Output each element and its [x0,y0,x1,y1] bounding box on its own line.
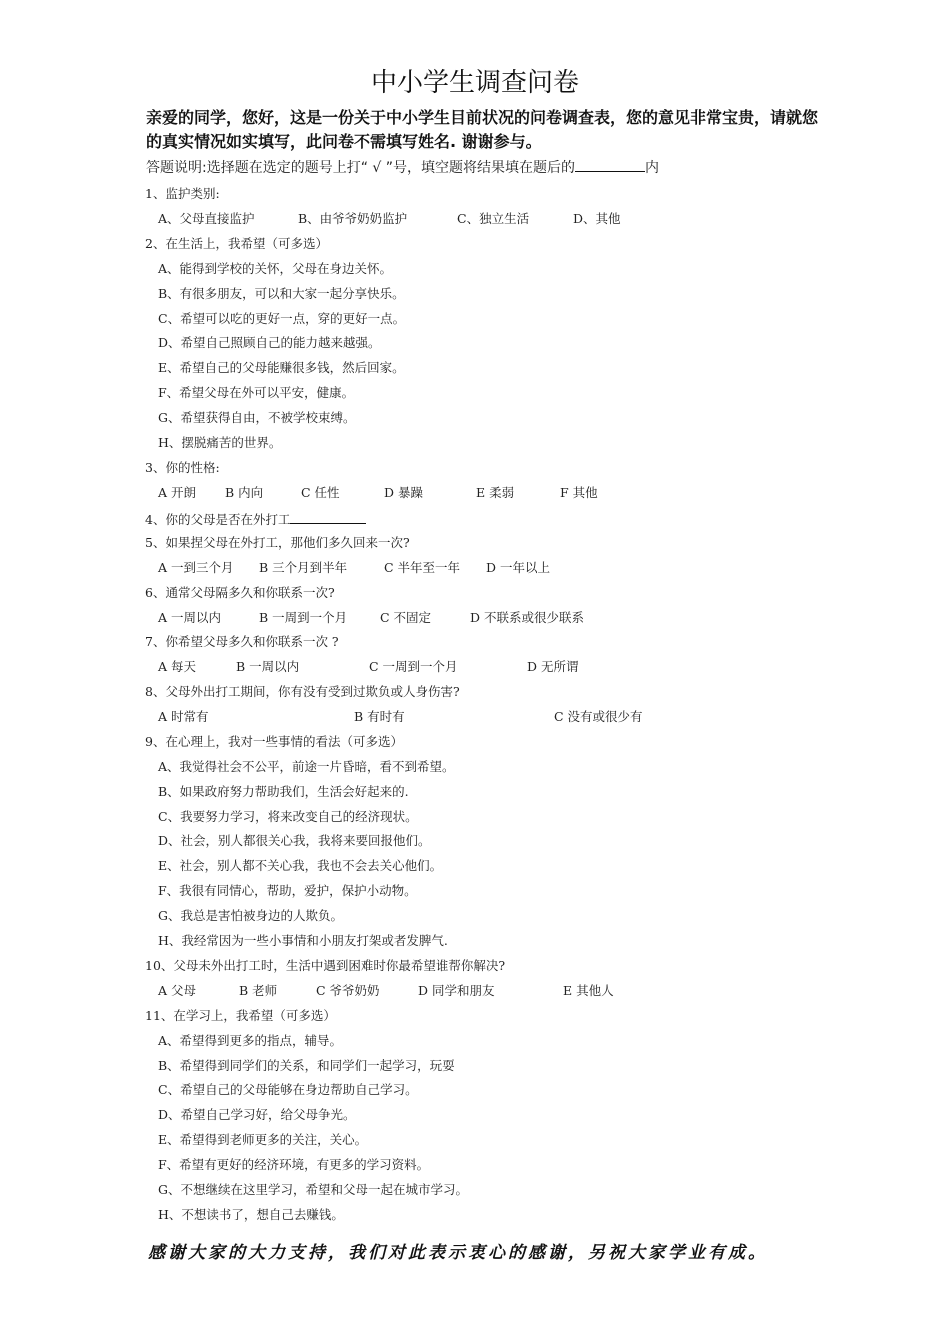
question-3-stem: 3、你的性格: [145,460,220,475]
q1-option-c[interactable]: C、独立生活 [457,211,530,226]
q11-option-f[interactable]: F、希望有更好的经济环境，有更多的学习资料。 [158,1157,430,1172]
q1-option-a[interactable]: A、父母直接监护 [158,211,255,226]
q3-option-b[interactable]: B 内向 [225,485,264,500]
q3-option-f[interactable]: F 其他 [560,485,598,500]
q10-option-e[interactable]: E 其他人 [563,983,614,998]
instructions-suffix: 内 [645,160,660,176]
q2-option-h[interactable]: H、摆脱痛苦的世界。 [158,435,282,450]
q6-option-d[interactable]: D 不联系或很少联系 [470,610,584,625]
q2-option-a[interactable]: A、能得到学校的关怀，父母在身边关怀。 [158,261,393,276]
q11-option-a[interactable]: A、希望得到更多的指点，辅导。 [158,1033,343,1048]
q2-option-c[interactable]: C、希望可以吃的更好一点，穿的更好一点。 [158,311,406,326]
q1-option-b[interactable]: B、由爷爷奶奶监护 [298,211,408,226]
q9-option-h[interactable]: H、我经常因为一些小事情和小朋友打架或者发脾气. [158,933,448,948]
q11-option-d[interactable]: D、希望自己学习好，给父母争光。 [158,1107,356,1122]
q11-option-c[interactable]: C、希望自己的父母能够在身边帮助自己学习。 [158,1082,418,1097]
question-10-options [158,981,878,999]
q9-option-d[interactable]: D、社会，别人都很关心我，我将来要回报他们。 [158,833,431,848]
q9-option-b[interactable]: B、如果政府努力帮助我们，生活会好起来的. [158,784,409,799]
question-6-options [158,608,878,626]
q3-option-a[interactable]: A 开朗 [158,485,197,500]
question-5-options [158,558,878,576]
q2-option-e[interactable]: E、希望自己的父母能赚很多钱，然后回家。 [158,360,405,375]
question-10-stem: 10、父母未外出打工时，生活中遇到困难时你最希望谁帮你解决? [145,958,506,973]
question-3-options [158,483,878,501]
q10-option-a[interactable]: A 父母 [158,983,197,998]
question-4 [145,510,366,528]
q11-option-g[interactable]: G、不想继续在这里学习，希望和父母一起在城市学习。 [158,1182,468,1197]
question-1-options [158,209,878,227]
fill-blank-sample [575,157,645,172]
q7-option-d[interactable]: D 无所谓 [527,659,579,674]
instructions-text: 答题说明:选择题在选定的题号上打“ √ ”号，填空题将结果填在题后的 [146,160,576,176]
page-title: 中小学生调查问卷 [370,68,579,98]
q11-option-b[interactable]: B、希望得到同学们的关系，和同学们一起学习，玩耍 [158,1058,455,1073]
question-7-options [158,657,878,675]
answer-instructions [146,157,659,177]
q10-option-b[interactable]: B 老师 [239,983,278,998]
question-1-stem: 1、监护类别: [145,186,220,201]
q6-option-a[interactable]: A 一周以内 [158,610,222,625]
question-2-stem: 2、在生活上，我希望（可多选） [145,236,328,251]
q2-option-g[interactable]: G、希望获得自由，不被学校束缚。 [158,410,356,425]
q5-option-c[interactable]: C 半年至一年 [384,560,461,575]
q7-option-b[interactable]: B 一周以内 [236,659,300,674]
q6-option-c[interactable]: C 不固定 [380,610,432,625]
q11-option-h[interactable]: H、不想读书了，想自己去赚钱。 [158,1207,344,1222]
q2-option-f[interactable]: F、希望父母在外可以平安，健康。 [158,385,355,400]
q9-option-f[interactable]: F、我很有同情心，帮助，爱护，保护小动物。 [158,883,417,898]
q2-option-d[interactable]: D、希望自己照顾自己的能力越来越强。 [158,335,381,350]
q10-option-d[interactable]: D 同学和朋友 [418,983,495,998]
q5-option-d[interactable]: D 一年以上 [486,560,550,575]
q3-option-d[interactable]: D 暴躁 [384,485,423,500]
question-9-stem: 9、在心理上，我对一些事情的看法（可多选） [145,734,403,749]
q10-option-c[interactable]: C 爷爷奶奶 [316,983,380,998]
q9-option-a[interactable]: A、我觉得社会不公平，前途一片昏暗，看不到希望。 [158,759,455,774]
q5-option-b[interactable]: B 三个月到半年 [259,560,348,575]
question-6-stem: 6、通常父母隔多久和你联系一次? [145,585,335,600]
q9-option-g[interactable]: G、我总是害怕被身边的人欺负。 [158,908,343,923]
q5-option-a[interactable]: A 一到三个月 [158,560,234,575]
question-5-stem: 5、如果捏父母在外打工，那他们多久回来一次? [145,535,410,550]
q9-option-c[interactable]: C、我要努力学习，将来改变自己的经济现状。 [158,809,418,824]
q9-option-e[interactable]: E、社会，别人都不关心我，我也不会去关心他们。 [158,858,443,873]
intro-paragraph: 亲爱的同学，您好，这是一份关于中小学生目前状况的问卷调查表，您的意见非常宝贵，请就您的真实情况如实填写，此问卷不需填写姓名. 谢谢参与。 [146,108,819,151]
q8-option-a[interactable]: A 时常有 [158,709,209,724]
q1-option-d[interactable]: D、其他 [573,211,621,226]
q2-option-b[interactable]: B、有很多朋友，可以和大家一起分享快乐。 [158,286,405,301]
q8-option-c[interactable]: C 没有或很少有 [554,709,643,724]
question-11-stem: 11、在学习上，我希望（可多选） [145,1008,336,1023]
q3-option-e[interactable]: E 柔弱 [476,485,515,500]
q7-option-c[interactable]: C 一周到一个月 [369,659,458,674]
q6-option-b[interactable]: B 一周到一个月 [259,610,348,625]
q3-option-c[interactable]: C 任性 [301,485,340,500]
question-4-answer-blank[interactable] [290,510,366,524]
thank-you-footer: 感谢大家的大力支持，我们对此表示衷心的感谢，另祝大家学业有成。 [148,1243,768,1263]
question-8-stem: 8、父母外出打工期间，你有没有受到过欺负或人身伤害? [145,684,460,699]
question-8-options [158,707,878,725]
question-7-stem: 7、你希望父母多久和你联系一次 ? [145,634,339,649]
q8-option-b[interactable]: B 有时有 [354,709,405,724]
q7-option-a[interactable]: A 每天 [158,659,197,674]
question-4-stem: 4、你的父母是否在外打工 [145,512,291,527]
q11-option-e[interactable]: E、希望得到老师更多的关注，关心。 [158,1132,368,1147]
